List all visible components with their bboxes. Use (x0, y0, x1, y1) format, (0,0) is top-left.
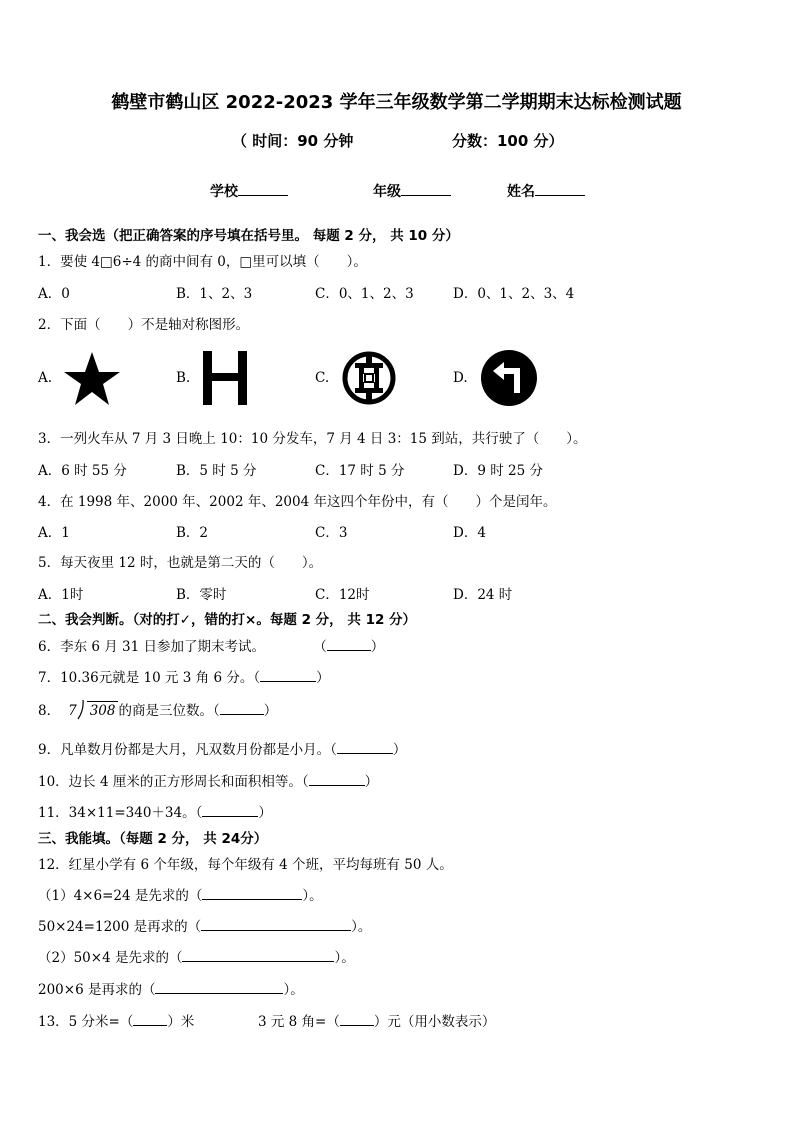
score-info: 分数：100 分） (452, 132, 564, 150)
question-7 (38, 666, 330, 686)
q10-text: 10．边长 4 厘米的正方形周长和面积相等。（ (38, 774, 309, 790)
q11-answer-blank[interactable] (202, 803, 258, 817)
q9-paren-close: ） (392, 742, 407, 758)
school-blank[interactable] (238, 181, 288, 196)
q7-paren-close: ） (316, 670, 330, 686)
q1-option-a[interactable]: A．0 (38, 286, 70, 302)
q7-text: 7．10.36元就是 10 元 3 角 6 分。（ (38, 670, 261, 686)
letter-h-icon[interactable] (203, 351, 247, 405)
question-11 (38, 801, 272, 821)
question-5: 5．每天夜里 12 时，也就是第二天的（ ）。 (38, 555, 323, 571)
q8-divisor: 7 (68, 703, 77, 719)
q3-option-c[interactable]: C．17 时 5 分 (315, 463, 405, 479)
q5-option-c[interactable]: C．12时 (315, 587, 370, 603)
q1-option-c[interactable]: C．0、1、2、3 (315, 286, 414, 302)
star-icon[interactable] (62, 351, 122, 407)
q13-part-1-text: 13．5 分米=（ (38, 1014, 134, 1030)
section-1-heading: 一、我会选（把正确答案的序号填在括号里。 每题 2 分， 共 10 分） (38, 228, 459, 244)
q12-line-2-close: ）。 (351, 919, 372, 935)
q12-line-2 (38, 915, 371, 935)
name-blank[interactable] (535, 181, 585, 196)
q9-text: 9．凡单数月份都是大月，凡双数月份都是小月。（ (38, 742, 337, 758)
q1-option-d[interactable]: D．0、1、2、3、4 (453, 286, 575, 302)
q5-option-b[interactable]: B．零时 (176, 587, 227, 603)
q3-option-b[interactable]: B．5 时 5 分 (176, 463, 257, 479)
grade-label: 年级 (373, 184, 401, 200)
q12-blank-4[interactable] (155, 980, 283, 994)
q11-text: 11．34×11=340＋34。（ (38, 805, 203, 821)
q2-option-d-label[interactable]: D. (453, 370, 468, 386)
q2-option-c-label[interactable]: C. (315, 370, 330, 386)
q10-answer-blank[interactable] (309, 772, 365, 786)
q8-prefix: 8． (38, 703, 61, 719)
turn-left-sign-icon[interactable] (480, 349, 538, 407)
q2-option-a-label[interactable]: A. (38, 370, 53, 386)
q12-line-4-text: 200×6 是再求的（ (38, 982, 156, 998)
bank-logo-icon[interactable] (341, 350, 397, 406)
q12-line-4-close: ）。 (283, 982, 304, 998)
q13-part-2-unit: ）元（用小数表示） (373, 1014, 496, 1030)
question-13 (38, 1010, 194, 1030)
q12-blank-1[interactable] (202, 886, 302, 900)
q7-answer-blank[interactable] (260, 668, 316, 682)
section-3-heading: 三、我能填。（每题 2 分， 共 24分） (38, 831, 268, 847)
question-3: 3．一列火车从 7 月 3 日晚上 10：10 分发车，7 月 4 日 3：15 到站，共行驶了（ ）。 (38, 431, 587, 447)
q13-part-1-unit: ）米 (167, 1014, 195, 1030)
school-label: 学校 (210, 184, 238, 200)
q4-option-c[interactable]: C．3 (315, 525, 348, 541)
page-title: 鹤壁市鹤山区 2022-2023 学年三年级数学第二学期期末达标检测试题 (111, 92, 682, 113)
q4-option-a[interactable]: A．1 (38, 525, 70, 541)
question-13-part-2 (258, 1010, 495, 1030)
q13-blank-2[interactable] (340, 1012, 374, 1026)
q12-line-4 (38, 978, 304, 998)
q8-paren-close: ） (263, 703, 278, 719)
q10-paren-close: ） (364, 774, 379, 790)
q4-option-b[interactable]: B．2 (176, 525, 209, 541)
question-12: 12．红星小学有 6 个年级，每个年级有 4 个班，平均每班有 50 人。 (38, 857, 453, 873)
q1-option-b[interactable]: B．1、2、3 (176, 286, 253, 302)
question-9 (38, 738, 406, 758)
q8-suffix: 的商是三位数。（ (118, 703, 220, 719)
question-4: 4．在 1998 年、2000 年、2002 年、2004 年这四个年份中，有（ ）个是闰年。 (38, 494, 557, 510)
q13-part-2-text: 3 元 8 角=（ (258, 1014, 340, 1030)
q6-answer-blank[interactable] (327, 637, 371, 651)
q6-text: 6．李东 6 月 31 日参加了期末考试。 (38, 639, 266, 655)
question-1: 1．要使 4□6÷4 的商中间有 0，□里可以填（ ）。 (38, 254, 367, 270)
q12-line-2-text: 50×24=1200 是再求的（ (38, 919, 202, 935)
q4-option-d[interactable]: D．4 (453, 525, 486, 541)
q9-answer-blank[interactable] (337, 740, 393, 754)
question-6 (38, 635, 384, 655)
time-info: （ 时间：90 分钟 (232, 132, 354, 150)
q3-option-d[interactable]: D．9 时 25 分 (453, 463, 543, 479)
q12-blank-2[interactable] (201, 917, 351, 931)
q13-blank-1[interactable] (133, 1012, 167, 1026)
q12-line-3-text: （2）50×4 是先求的（ (38, 950, 183, 966)
q2-option-b-label[interactable]: B. (176, 370, 191, 386)
q6-paren-close: ） (370, 639, 385, 655)
question-10 (38, 770, 378, 790)
section-2-heading: 二、我会判断。（对的打✓，错的打×。每题 2 分， 共 12 分） (38, 612, 417, 628)
q12-line-3-close: ）。 (334, 950, 355, 966)
q12-blank-3[interactable] (182, 948, 334, 962)
name-label: 姓名 (507, 184, 535, 200)
school-field (210, 181, 288, 201)
question-8 (38, 699, 277, 720)
q12-line-1 (38, 884, 323, 904)
q12-line-1-text: （1）4×6=24 是先求的（ (38, 888, 203, 904)
q6-paren-open: （ (320, 639, 327, 655)
question-2: 2．下面（ ）不是轴对称图形。 (38, 317, 250, 333)
q5-option-d[interactable]: D．24 时 (453, 587, 513, 603)
q12-line-1-close: ）。 (302, 888, 323, 904)
long-division-expression (60, 700, 118, 720)
grade-field (373, 181, 451, 201)
grade-blank[interactable] (401, 181, 451, 196)
q11-paren-close: ） (258, 805, 272, 821)
q8-answer-blank[interactable] (220, 701, 264, 715)
q5-option-a[interactable]: A．1时 (38, 587, 84, 603)
division-bracket-icon (77, 700, 85, 720)
q12-line-3 (38, 946, 355, 966)
name-field (507, 181, 585, 201)
q3-option-a[interactable]: A．6 时 55 分 (38, 463, 127, 479)
q8-dividend: 308 (87, 701, 119, 719)
